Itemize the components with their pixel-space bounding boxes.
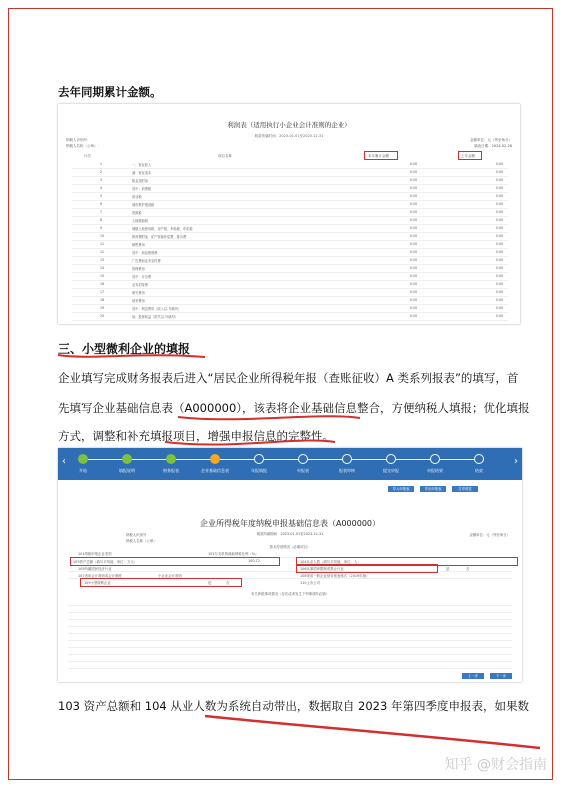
- row-109-label: 109小型微利企业: [84, 581, 111, 585]
- col-current-header: 上年金额: [461, 154, 475, 158]
- row-106-yes[interactable]: 是: [446, 567, 450, 571]
- row-110-label: 110上市公司: [300, 581, 321, 585]
- step-connector: [220, 459, 254, 460]
- unit-label: 金额单位：元（列至角分）: [470, 138, 512, 142]
- row-cumulative: 0.00: [410, 226, 418, 230]
- row-current: 0.00: [496, 194, 504, 198]
- col-item-header: 项目名称: [218, 154, 232, 158]
- row-current: 0.00: [496, 162, 504, 166]
- prev-button[interactable]: 上一步: [462, 673, 484, 679]
- row-item: 广告费和业务宣传费: [132, 259, 161, 263]
- form-row: [68, 661, 512, 669]
- row-index: 13: [100, 258, 105, 262]
- row-101-label: 101纳税申报企业类型: [78, 552, 112, 556]
- row-item: 减：营业成本: [132, 171, 152, 175]
- row-current: 0.00: [496, 202, 504, 206]
- row-current: 0.00: [496, 290, 504, 294]
- row-current: 0.00: [496, 266, 504, 270]
- row-cumulative: 0.00: [410, 162, 418, 166]
- step-label: 年报填报: [251, 468, 267, 473]
- row-index: 15: [100, 274, 105, 278]
- row-105-label: 105所属国民经济行业: [78, 567, 112, 571]
- row-108-label: 108采用一般企业财务报表格式（2019年版）: [300, 574, 370, 578]
- row-cumulative: 0.00: [410, 170, 418, 174]
- step-label: 申报结果: [427, 468, 443, 473]
- basic-info-form-screenshot: [58, 448, 522, 682]
- row-107-value[interactable]: 小企业会计准则: [158, 574, 182, 578]
- col-index-header: 行次: [84, 154, 91, 158]
- paragraph-line-3: 方式，调整和补充填报项目，增强申报信息的完整性。: [58, 429, 334, 443]
- row-item: 加：投资收益（损失以-号填列）: [132, 315, 178, 319]
- row-index: 1: [100, 162, 103, 166]
- row-103-value[interactable]: 100.72: [248, 559, 260, 563]
- step-connector: [308, 459, 342, 460]
- row-item: 城镇土地使用税、房产税、车船税、印花税: [132, 227, 193, 231]
- step-marker[interactable]: [474, 454, 484, 464]
- row-item: 教育费附加、矿产资源补偿费、排污费: [132, 235, 187, 239]
- row-index: 5: [100, 194, 103, 198]
- profit-statement-screenshot: [58, 104, 520, 324]
- step-marker[interactable]: [122, 454, 132, 464]
- row-item: 城市维护建设税: [132, 203, 155, 207]
- row-109-yes[interactable]: 是: [208, 581, 212, 585]
- step-connector: [396, 459, 430, 460]
- step-label: 企业基础信息表: [201, 468, 229, 473]
- step-label: 报表审核: [339, 468, 355, 473]
- step-progress-bar: [58, 448, 522, 480]
- step-marker[interactable]: [298, 454, 308, 464]
- step-connector: [132, 459, 166, 460]
- row-cumulative: 0.00: [410, 250, 418, 254]
- row-cumulative: 0.00: [410, 202, 418, 206]
- step-label: 财务报表: [163, 468, 179, 473]
- row-current: 0.00: [496, 306, 504, 310]
- row-current: 0.00: [496, 242, 504, 246]
- row-current: 0.00: [496, 282, 504, 286]
- row-current: 0.00: [496, 170, 504, 174]
- row-current: 0.00: [496, 234, 504, 238]
- step-marker[interactable]: [210, 454, 220, 464]
- step-label: 填报说明: [119, 468, 135, 473]
- step-connector: [264, 459, 298, 460]
- section-heading: 三、小型微利企业的填报: [58, 342, 191, 356]
- row-index: 4: [100, 186, 103, 190]
- fill-date-label: 填表日期：2024-02-28: [474, 144, 512, 148]
- row-102-label: 102分支机构就地纳税比例（%）: [208, 552, 259, 556]
- row-item: 其中：开办费: [132, 275, 152, 279]
- paragraph-line-2: 先填写企业基础信息表（A000000），该表将企业基础信息整合，方便纳税人填报；优化填报: [58, 401, 530, 415]
- row-index: 16: [100, 282, 105, 286]
- row-index: 19: [100, 306, 105, 310]
- chevron-right-icon[interactable]: ›: [514, 456, 518, 467]
- taxpayer-id-label: 纳税人识别号: [126, 533, 147, 537]
- step-marker[interactable]: [342, 454, 352, 464]
- row-cumulative: 0.00: [410, 258, 418, 262]
- row-current: 0.00: [496, 210, 504, 214]
- step-marker[interactable]: [386, 454, 396, 464]
- row-cumulative: 0.00: [410, 234, 418, 238]
- row-item: 研究费用: [132, 291, 145, 295]
- row-index: 18: [100, 298, 105, 302]
- row-cumulative: 0.00: [410, 218, 418, 222]
- row-item: 业务招待费: [132, 283, 148, 287]
- form-period: 税款所属期间：2023-01-01至2023-12-31: [256, 532, 324, 536]
- row-index: 20: [100, 314, 105, 318]
- row-index: 12: [100, 250, 105, 254]
- step-marker[interactable]: [78, 454, 88, 464]
- row-cumulative: 0.00: [410, 282, 418, 286]
- row-103-label: 103资产总额（填写平均值，单位：万元）: [73, 560, 138, 564]
- step-connector: [352, 459, 386, 460]
- row-index: 9: [100, 226, 103, 230]
- row-index: 3: [100, 178, 103, 182]
- row-106-label: 106从事国家限制或禁止行业: [300, 567, 344, 571]
- row-current: 0.00: [496, 178, 504, 182]
- row-item: 其中：利息费用（收入以-号填列）: [132, 307, 181, 311]
- row-item: 管理费用: [132, 267, 145, 271]
- section-related-label: 有关涉税事项情况（存在或者发生下列事项时必填）: [251, 592, 329, 596]
- row-item: 其中：消费税: [132, 187, 152, 191]
- step-connector: [88, 459, 122, 460]
- row-cumulative: 0.00: [410, 178, 418, 182]
- row-index: 14: [100, 266, 105, 270]
- row-item: 其中：商品维修费: [132, 251, 158, 255]
- row-item: 资源税: [132, 211, 142, 215]
- row-item: 土地增值税: [132, 219, 148, 223]
- row-current: 0.00: [496, 274, 504, 278]
- row-cumulative: 0.00: [410, 298, 418, 302]
- row-index: 11: [100, 242, 105, 246]
- step-marker[interactable]: [166, 454, 176, 464]
- row-item: 财务费用: [132, 299, 145, 303]
- row-104-label: 104从业人数（填写平均值，单位：人）: [300, 560, 361, 564]
- row-current: 0.00: [496, 314, 504, 318]
- taxpayer-id-label: 纳税人识别号：: [66, 138, 91, 142]
- paragraph-line-4: 103 资产总额和 104 从业人数为系统自动带出，数据取自 2023 年第四季度申报表，如果数: [58, 699, 529, 713]
- section-basic-label: 基本经营情况（必填项目）: [269, 545, 311, 549]
- taxpayer-name-label: 纳税人名称（公章）: [126, 539, 157, 543]
- text-line-1: 去年同期累计金额。: [58, 85, 162, 99]
- row-index: 10: [100, 234, 105, 238]
- step-connector: [176, 459, 210, 460]
- step-marker[interactable]: [254, 454, 264, 464]
- step-label: 开始: [79, 468, 87, 473]
- row-106-no[interactable]: 否: [466, 567, 470, 571]
- row-cumulative: 0.00: [410, 242, 418, 246]
- row-cumulative: 0.00: [410, 274, 418, 278]
- row-109-no[interactable]: 否: [226, 581, 230, 585]
- watermark: 知乎 @财会指南: [444, 757, 547, 773]
- row-cumulative: 0.00: [410, 306, 418, 310]
- row-current: 0.00: [496, 258, 504, 262]
- row-index: 6: [100, 202, 103, 206]
- col-cumulative-header: 本年累计金额: [368, 154, 389, 158]
- row-index: 8: [100, 218, 103, 222]
- row-current: 0.00: [496, 218, 504, 222]
- step-marker[interactable]: [430, 454, 440, 464]
- row-cumulative: 0.00: [410, 266, 418, 270]
- paragraph-line-1: 企业填写完成财务报表后进入“居民企业所得税年报（查账征收）A 类系列报表”的填写，首: [58, 371, 519, 385]
- print-preview-button[interactable]: 打印预览: [452, 486, 478, 492]
- profit-statement-title: 利润表（适用执行小企业会计准则的企业）: [227, 121, 351, 129]
- row-item: 营业税: [132, 195, 142, 199]
- row-index: 17: [100, 290, 105, 294]
- row-index: 7: [100, 210, 103, 214]
- step-label: 提交申报: [383, 468, 399, 473]
- table-row: [72, 312, 508, 321]
- row-cumulative: 0.00: [410, 290, 418, 294]
- row-current: 0.00: [496, 298, 504, 302]
- row-107-label: 107适用会计准则或会计制度: [78, 574, 122, 578]
- import-button[interactable]: 导入申报表: [388, 486, 414, 492]
- step-label: 申报表: [297, 468, 309, 473]
- row-current: 0.00: [496, 226, 504, 230]
- row-cumulative: 0.00: [410, 314, 418, 318]
- row-current: 0.00: [496, 186, 504, 190]
- unit-label: 金额单位：元（列至角分）: [469, 533, 510, 537]
- row-index: 2: [100, 170, 103, 174]
- step-connector: [440, 459, 474, 460]
- row-cumulative: 0.00: [410, 186, 418, 190]
- row-cumulative: 0.00: [410, 210, 418, 214]
- row-item: 税金及附加: [132, 179, 148, 183]
- taxpayer-name-label: 纳税人名称（公章）：: [66, 144, 101, 148]
- row-item: 一、营业收入: [132, 163, 152, 167]
- step-label: 结束: [475, 468, 483, 473]
- next-button[interactable]: 下一步: [490, 673, 512, 679]
- row-cumulative: 0.00: [410, 194, 418, 198]
- row-item: 销售费用: [132, 243, 145, 247]
- row-current: 0.00: [496, 250, 504, 254]
- chevron-left-icon[interactable]: ‹: [62, 456, 66, 467]
- profit-statement-period: 税款所属时间：2023-01-01至2023-12-31: [254, 134, 324, 138]
- export-button[interactable]: 导出申报表: [420, 486, 446, 492]
- form-title: 企业所得税年度纳税申报基础信息表（A000000）: [199, 519, 380, 528]
